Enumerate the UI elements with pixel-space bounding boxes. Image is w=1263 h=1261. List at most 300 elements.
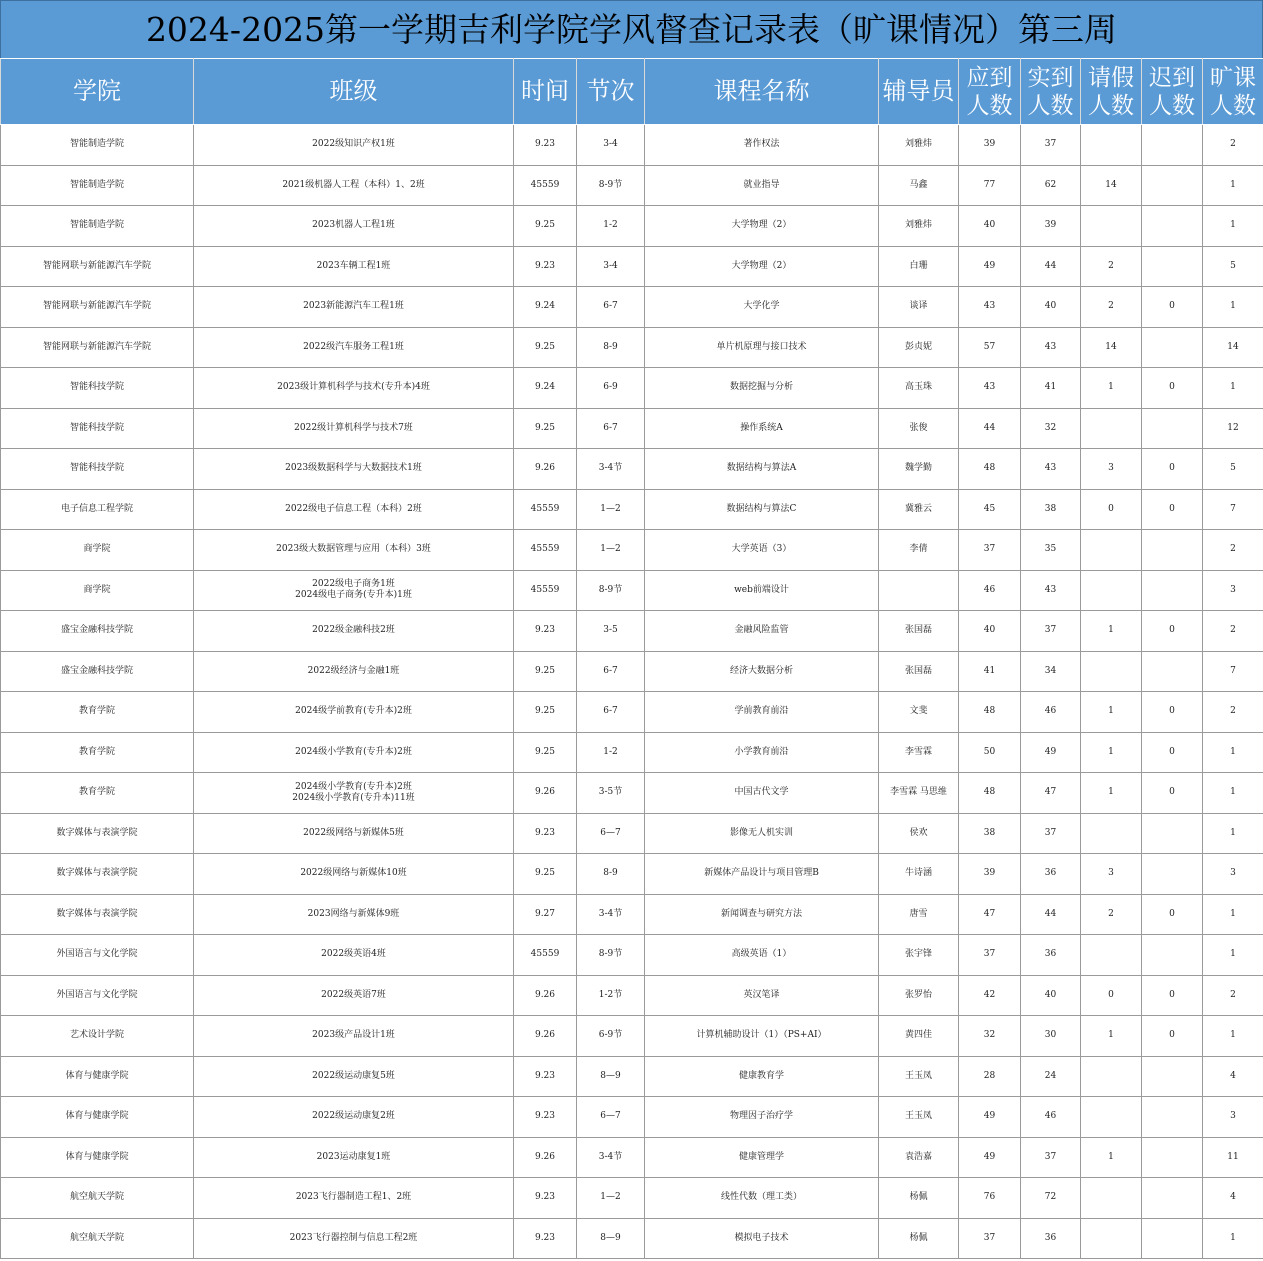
cell-absent: 1 [1203, 287, 1263, 328]
cell-time: 9.23 [514, 813, 577, 854]
sheet-title: 2024-2025第一学期吉利学院学风督查记录表（旷课情况）第三周 [0, 0, 1263, 58]
cell-college: 盛宝金融科技学院 [1, 611, 194, 652]
cell-time: 45559 [514, 165, 577, 206]
cell-absent: 1 [1203, 813, 1263, 854]
cell-course: 英汉笔译 [645, 975, 879, 1016]
cell-time: 9.25 [514, 206, 577, 247]
cell-absent: 2 [1203, 975, 1263, 1016]
col-header-counselor: 辅导员 [879, 59, 959, 125]
cell-expected: 77 [959, 165, 1021, 206]
cell-time: 9.25 [514, 327, 577, 368]
table-row [1, 1178, 1263, 1219]
cell-course: 计算机辅助设计（1）（PS+AI） [645, 1016, 879, 1057]
col-header-course: 课程名称 [645, 59, 879, 125]
cell-expected: 40 [959, 206, 1021, 247]
cell-expected: 37 [959, 1218, 1021, 1259]
cell-time: 9.25 [514, 408, 577, 449]
cell-present: 72 [1021, 1178, 1081, 1219]
cell-expected: 50 [959, 732, 1021, 773]
cell-course: 健康管理学 [645, 1137, 879, 1178]
table-row [1, 692, 1263, 733]
cell-expected: 37 [959, 530, 1021, 571]
cell-expected: 47 [959, 894, 1021, 935]
cell-expected: 40 [959, 611, 1021, 652]
cell-present: 47 [1021, 773, 1081, 814]
cell-present: 37 [1021, 611, 1081, 652]
table-body [1, 125, 1263, 1259]
cell-absent: 1 [1203, 206, 1263, 247]
cell-course: 著作权法 [645, 125, 879, 166]
cell-course: 线性代数（理工类） [645, 1178, 879, 1219]
cell-course: 小学教育前沿 [645, 732, 879, 773]
cell-present: 43 [1021, 449, 1081, 490]
cell-late: 0 [1142, 732, 1203, 773]
table-row [1, 894, 1263, 935]
cell-leave: 1 [1081, 368, 1142, 409]
cell-present: 44 [1021, 246, 1081, 287]
cell-college: 智能科技学院 [1, 408, 194, 449]
cell-time: 9.24 [514, 287, 577, 328]
table-row [1, 165, 1263, 206]
cell-expected: 49 [959, 246, 1021, 287]
cell-course: 数据挖掘与分析 [645, 368, 879, 409]
cell-counselor: 文斐 [879, 692, 959, 733]
cell-present: 46 [1021, 692, 1081, 733]
cell-leave [1081, 935, 1142, 976]
cell-expected: 46 [959, 570, 1021, 611]
cell-course: 大学物理（2） [645, 246, 879, 287]
table-row [1, 975, 1263, 1016]
cell-period: 1-2 [577, 206, 645, 247]
cell-leave [1081, 1097, 1142, 1138]
cell-time: 9.26 [514, 449, 577, 490]
cell-time: 9.26 [514, 773, 577, 814]
cell-counselor: 王玉凤 [879, 1056, 959, 1097]
cell-late [1142, 935, 1203, 976]
table-row [1, 935, 1263, 976]
cell-present: 43 [1021, 570, 1081, 611]
cell-class: 2022级网络与新媒体10班 [194, 854, 514, 895]
cell-time: 45559 [514, 935, 577, 976]
cell-period: 6-7 [577, 692, 645, 733]
cell-counselor: 马鑫 [879, 165, 959, 206]
cell-late: 0 [1142, 692, 1203, 733]
col-header-leave: 请假 人数 [1081, 59, 1142, 125]
cell-college: 智能制造学院 [1, 125, 194, 166]
cell-period: 3-5节 [577, 773, 645, 814]
cell-class: 2022级英语7班 [194, 975, 514, 1016]
cell-period: 6-9 [577, 368, 645, 409]
cell-absent: 2 [1203, 611, 1263, 652]
col-header-expected: 应到 人数 [959, 59, 1021, 125]
table-row [1, 125, 1263, 166]
cell-leave: 1 [1081, 1016, 1142, 1057]
cell-counselor: 王玉凤 [879, 1097, 959, 1138]
cell-leave: 3 [1081, 449, 1142, 490]
cell-present: 24 [1021, 1056, 1081, 1097]
cell-counselor: 张国磊 [879, 611, 959, 652]
cell-late [1142, 1218, 1203, 1259]
cell-present: 46 [1021, 1097, 1081, 1138]
cell-present: 38 [1021, 489, 1081, 530]
cell-leave: 2 [1081, 894, 1142, 935]
cell-college: 外国语言与文化学院 [1, 935, 194, 976]
cell-late [1142, 651, 1203, 692]
cell-late [1142, 408, 1203, 449]
cell-late [1142, 854, 1203, 895]
cell-expected: 43 [959, 287, 1021, 328]
cell-leave: 1 [1081, 1137, 1142, 1178]
cell-course: 高级英语（1） [645, 935, 879, 976]
cell-absent: 1 [1203, 368, 1263, 409]
cell-college: 盛宝金融科技学院 [1, 651, 194, 692]
cell-expected: 39 [959, 125, 1021, 166]
cell-course: 单片机原理与接口技术 [645, 327, 879, 368]
table-row [1, 408, 1263, 449]
cell-late: 0 [1142, 449, 1203, 490]
cell-period: 6-7 [577, 651, 645, 692]
table-row [1, 1137, 1263, 1178]
cell-absent: 1 [1203, 165, 1263, 206]
cell-counselor: 魏学勤 [879, 449, 959, 490]
cell-absent: 7 [1203, 489, 1263, 530]
cell-counselor: 侯欢 [879, 813, 959, 854]
cell-expected: 48 [959, 692, 1021, 733]
cell-counselor: 李倩 [879, 530, 959, 571]
cell-class: 2024级小学教育(专升本)2班 [194, 732, 514, 773]
cell-time: 45559 [514, 489, 577, 530]
cell-present: 37 [1021, 1137, 1081, 1178]
cell-period: 6—7 [577, 813, 645, 854]
cell-course: 经济大数据分析 [645, 651, 879, 692]
cell-expected: 48 [959, 449, 1021, 490]
cell-absent: 1 [1203, 1016, 1263, 1057]
cell-college: 艺术设计学院 [1, 1016, 194, 1057]
cell-class: 2022级计算机科学与技术7班 [194, 408, 514, 449]
cell-present: 37 [1021, 813, 1081, 854]
cell-time: 9.26 [514, 975, 577, 1016]
col-header-absent: 旷课 人数 [1203, 59, 1263, 125]
cell-time: 9.23 [514, 246, 577, 287]
cell-present: 35 [1021, 530, 1081, 571]
cell-period: 8-9 [577, 327, 645, 368]
cell-expected: 44 [959, 408, 1021, 449]
cell-counselor: 杨佩 [879, 1178, 959, 1219]
cell-late [1142, 570, 1203, 611]
table-row [1, 732, 1263, 773]
cell-present: 32 [1021, 408, 1081, 449]
cell-present: 41 [1021, 368, 1081, 409]
cell-college: 商学院 [1, 530, 194, 571]
cell-absent: 5 [1203, 246, 1263, 287]
cell-late: 0 [1142, 1016, 1203, 1057]
cell-leave: 1 [1081, 732, 1142, 773]
cell-period: 8—9 [577, 1218, 645, 1259]
cell-period: 8—9 [577, 1056, 645, 1097]
cell-course: 学前教育前沿 [645, 692, 879, 733]
cell-leave [1081, 570, 1142, 611]
cell-college: 智能网联与新能源汽车学院 [1, 246, 194, 287]
table-row [1, 449, 1263, 490]
cell-time: 9.25 [514, 651, 577, 692]
cell-counselor: 杨佩 [879, 1218, 959, 1259]
cell-counselor [879, 570, 959, 611]
cell-absent: 3 [1203, 854, 1263, 895]
cell-class: 2023飞行器控制与信息工程2班 [194, 1218, 514, 1259]
cell-counselor: 刘雅炜 [879, 206, 959, 247]
cell-counselor: 张宇锋 [879, 935, 959, 976]
cell-leave [1081, 1218, 1142, 1259]
cell-course: 数据结构与算法C [645, 489, 879, 530]
cell-time: 9.27 [514, 894, 577, 935]
cell-time: 9.25 [514, 732, 577, 773]
cell-college: 航空航天学院 [1, 1218, 194, 1259]
cell-absent: 1 [1203, 732, 1263, 773]
cell-class: 2022级网络与新媒体5班 [194, 813, 514, 854]
cell-absent: 5 [1203, 449, 1263, 490]
cell-expected: 49 [959, 1097, 1021, 1138]
col-header-present: 实到 人数 [1021, 59, 1081, 125]
cell-expected: 32 [959, 1016, 1021, 1057]
table-row [1, 530, 1263, 571]
cell-counselor: 黄四佳 [879, 1016, 959, 1057]
cell-period: 6—7 [577, 1097, 645, 1138]
cell-late [1142, 206, 1203, 247]
cell-class: 2023新能源汽车工程1班 [194, 287, 514, 328]
cell-absent: 2 [1203, 530, 1263, 571]
cell-present: 36 [1021, 854, 1081, 895]
cell-late: 0 [1142, 894, 1203, 935]
cell-leave: 1 [1081, 773, 1142, 814]
cell-leave: 0 [1081, 975, 1142, 1016]
cell-period: 3-4节 [577, 894, 645, 935]
cell-course: 新媒体产品设计与项目管理B [645, 854, 879, 895]
cell-expected: 57 [959, 327, 1021, 368]
cell-late: 0 [1142, 287, 1203, 328]
cell-course: web前端设计 [645, 570, 879, 611]
cell-time: 9.26 [514, 1016, 577, 1057]
cell-present: 34 [1021, 651, 1081, 692]
cell-class: 2023网络与新媒体9班 [194, 894, 514, 935]
cell-late [1142, 1137, 1203, 1178]
cell-leave: 0 [1081, 489, 1142, 530]
cell-counselor: 高玉珠 [879, 368, 959, 409]
cell-counselor: 张国磊 [879, 651, 959, 692]
cell-leave [1081, 651, 1142, 692]
cell-absent: 11 [1203, 1137, 1263, 1178]
cell-absent: 3 [1203, 570, 1263, 611]
cell-course: 新闻调查与研究方法 [645, 894, 879, 935]
cell-class: 2023级计算机科学与技术(专升本)4班 [194, 368, 514, 409]
table-row [1, 813, 1263, 854]
cell-period: 1-2节 [577, 975, 645, 1016]
cell-class: 2022级经济与金融1班 [194, 651, 514, 692]
cell-class: 2022级英语4班 [194, 935, 514, 976]
cell-college: 智能制造学院 [1, 206, 194, 247]
cell-counselor: 彭贞妮 [879, 327, 959, 368]
table-row [1, 1097, 1263, 1138]
cell-leave [1081, 1178, 1142, 1219]
cell-college: 商学院 [1, 570, 194, 611]
cell-absent: 1 [1203, 894, 1263, 935]
cell-college: 体育与健康学院 [1, 1137, 194, 1178]
cell-course: 中国古代文学 [645, 773, 879, 814]
table-row [1, 1218, 1263, 1259]
table-row [1, 651, 1263, 692]
cell-period: 1-2 [577, 732, 645, 773]
cell-college: 智能科技学院 [1, 449, 194, 490]
cell-college: 教育学院 [1, 732, 194, 773]
cell-leave: 2 [1081, 287, 1142, 328]
cell-college: 教育学院 [1, 692, 194, 733]
cell-period: 3-4 [577, 246, 645, 287]
cell-leave [1081, 1056, 1142, 1097]
cell-leave: 1 [1081, 692, 1142, 733]
cell-class: 2024级学前教育(专升本)2班 [194, 692, 514, 733]
cell-college: 外国语言与文化学院 [1, 975, 194, 1016]
header-row [1, 59, 1263, 125]
cell-period: 3-5 [577, 611, 645, 652]
cell-class: 2022级知识产权1班 [194, 125, 514, 166]
cell-late [1142, 125, 1203, 166]
cell-class: 2021级机器人工程（本科）1、2班 [194, 165, 514, 206]
cell-late: 0 [1142, 611, 1203, 652]
table-row [1, 611, 1263, 652]
cell-college: 体育与健康学院 [1, 1097, 194, 1138]
cell-counselor: 冀雅云 [879, 489, 959, 530]
cell-period: 3-4节 [577, 449, 645, 490]
cell-college: 智能制造学院 [1, 165, 194, 206]
cell-absent: 2 [1203, 692, 1263, 733]
cell-expected: 28 [959, 1056, 1021, 1097]
cell-leave [1081, 530, 1142, 571]
cell-class: 2024级小学教育(专升本)2班 2024级小学教育(专升本)11班 [194, 773, 514, 814]
cell-late: 0 [1142, 489, 1203, 530]
cell-late [1142, 1178, 1203, 1219]
cell-course: 操作系统A [645, 408, 879, 449]
table-row [1, 368, 1263, 409]
cell-expected: 38 [959, 813, 1021, 854]
cell-period: 1—2 [577, 530, 645, 571]
cell-present: 40 [1021, 287, 1081, 328]
cell-late [1142, 246, 1203, 287]
cell-period: 1—2 [577, 1178, 645, 1219]
cell-expected: 42 [959, 975, 1021, 1016]
cell-leave [1081, 125, 1142, 166]
cell-present: 40 [1021, 975, 1081, 1016]
table-row [1, 1056, 1263, 1097]
cell-expected: 43 [959, 368, 1021, 409]
absence-table [0, 58, 1263, 1259]
cell-late [1142, 813, 1203, 854]
cell-leave: 14 [1081, 165, 1142, 206]
cell-expected: 48 [959, 773, 1021, 814]
cell-present: 62 [1021, 165, 1081, 206]
cell-leave: 3 [1081, 854, 1142, 895]
table-row [1, 287, 1263, 328]
cell-course: 影像无人机实训 [645, 813, 879, 854]
cell-leave: 1 [1081, 611, 1142, 652]
table-row [1, 327, 1263, 368]
cell-absent: 4 [1203, 1178, 1263, 1219]
cell-course: 大学物理（2） [645, 206, 879, 247]
cell-period: 1—2 [577, 489, 645, 530]
cell-counselor: 谈译 [879, 287, 959, 328]
cell-class: 2023车辆工程1班 [194, 246, 514, 287]
cell-late [1142, 1056, 1203, 1097]
cell-time: 9.26 [514, 1137, 577, 1178]
cell-absent: 14 [1203, 327, 1263, 368]
cell-leave: 14 [1081, 327, 1142, 368]
cell-time: 9.25 [514, 692, 577, 733]
cell-time: 9.24 [514, 368, 577, 409]
table-row [1, 246, 1263, 287]
cell-period: 8-9节 [577, 935, 645, 976]
cell-class: 2023级大数据管理与应用（本科）3班 [194, 530, 514, 571]
cell-period: 6-7 [577, 287, 645, 328]
cell-class: 2022级运动康复5班 [194, 1056, 514, 1097]
cell-expected: 37 [959, 935, 1021, 976]
cell-expected: 45 [959, 489, 1021, 530]
cell-time: 9.23 [514, 1218, 577, 1259]
cell-college: 电子信息工程学院 [1, 489, 194, 530]
cell-time: 45559 [514, 530, 577, 571]
cell-late [1142, 165, 1203, 206]
cell-leave [1081, 408, 1142, 449]
cell-period: 6-7 [577, 408, 645, 449]
cell-course: 物理因子治疗学 [645, 1097, 879, 1138]
cell-present: 39 [1021, 206, 1081, 247]
cell-expected: 76 [959, 1178, 1021, 1219]
cell-counselor: 袁浩嘉 [879, 1137, 959, 1178]
cell-counselor: 刘雅炜 [879, 125, 959, 166]
cell-time: 9.23 [514, 1097, 577, 1138]
cell-class: 2023级数据科学与大数据技术1班 [194, 449, 514, 490]
cell-period: 8-9 [577, 854, 645, 895]
cell-counselor: 张俊 [879, 408, 959, 449]
cell-college: 数字媒体与表演学院 [1, 854, 194, 895]
cell-college: 航空航天学院 [1, 1178, 194, 1219]
cell-late: 0 [1142, 773, 1203, 814]
cell-absent: 12 [1203, 408, 1263, 449]
cell-time: 9.23 [514, 611, 577, 652]
cell-present: 36 [1021, 935, 1081, 976]
cell-expected: 39 [959, 854, 1021, 895]
cell-absent: 1 [1203, 773, 1263, 814]
cell-present: 36 [1021, 1218, 1081, 1259]
cell-course: 健康教育学 [645, 1056, 879, 1097]
cell-counselor: 李雪霖 马思维 [879, 773, 959, 814]
cell-counselor: 唐雪 [879, 894, 959, 935]
cell-class: 2023飞行器制造工程1、2班 [194, 1178, 514, 1219]
table-row [1, 1016, 1263, 1057]
cell-class: 2022级金融科技2班 [194, 611, 514, 652]
table-row [1, 854, 1263, 895]
cell-time: 45559 [514, 570, 577, 611]
col-header-class: 班级 [194, 59, 514, 125]
cell-period: 8-9节 [577, 570, 645, 611]
cell-course: 金融风险监管 [645, 611, 879, 652]
cell-class: 2022级电子信息工程（本科）2班 [194, 489, 514, 530]
cell-class: 2023级产品设计1班 [194, 1016, 514, 1057]
cell-college: 体育与健康学院 [1, 1056, 194, 1097]
cell-college: 教育学院 [1, 773, 194, 814]
col-header-college: 学院 [1, 59, 194, 125]
cell-class: 2022级电子商务1班 2024级电子商务(专升本)1班 [194, 570, 514, 611]
cell-period: 3-4 [577, 125, 645, 166]
cell-course: 大学英语（3） [645, 530, 879, 571]
col-header-late: 迟到 人数 [1142, 59, 1203, 125]
